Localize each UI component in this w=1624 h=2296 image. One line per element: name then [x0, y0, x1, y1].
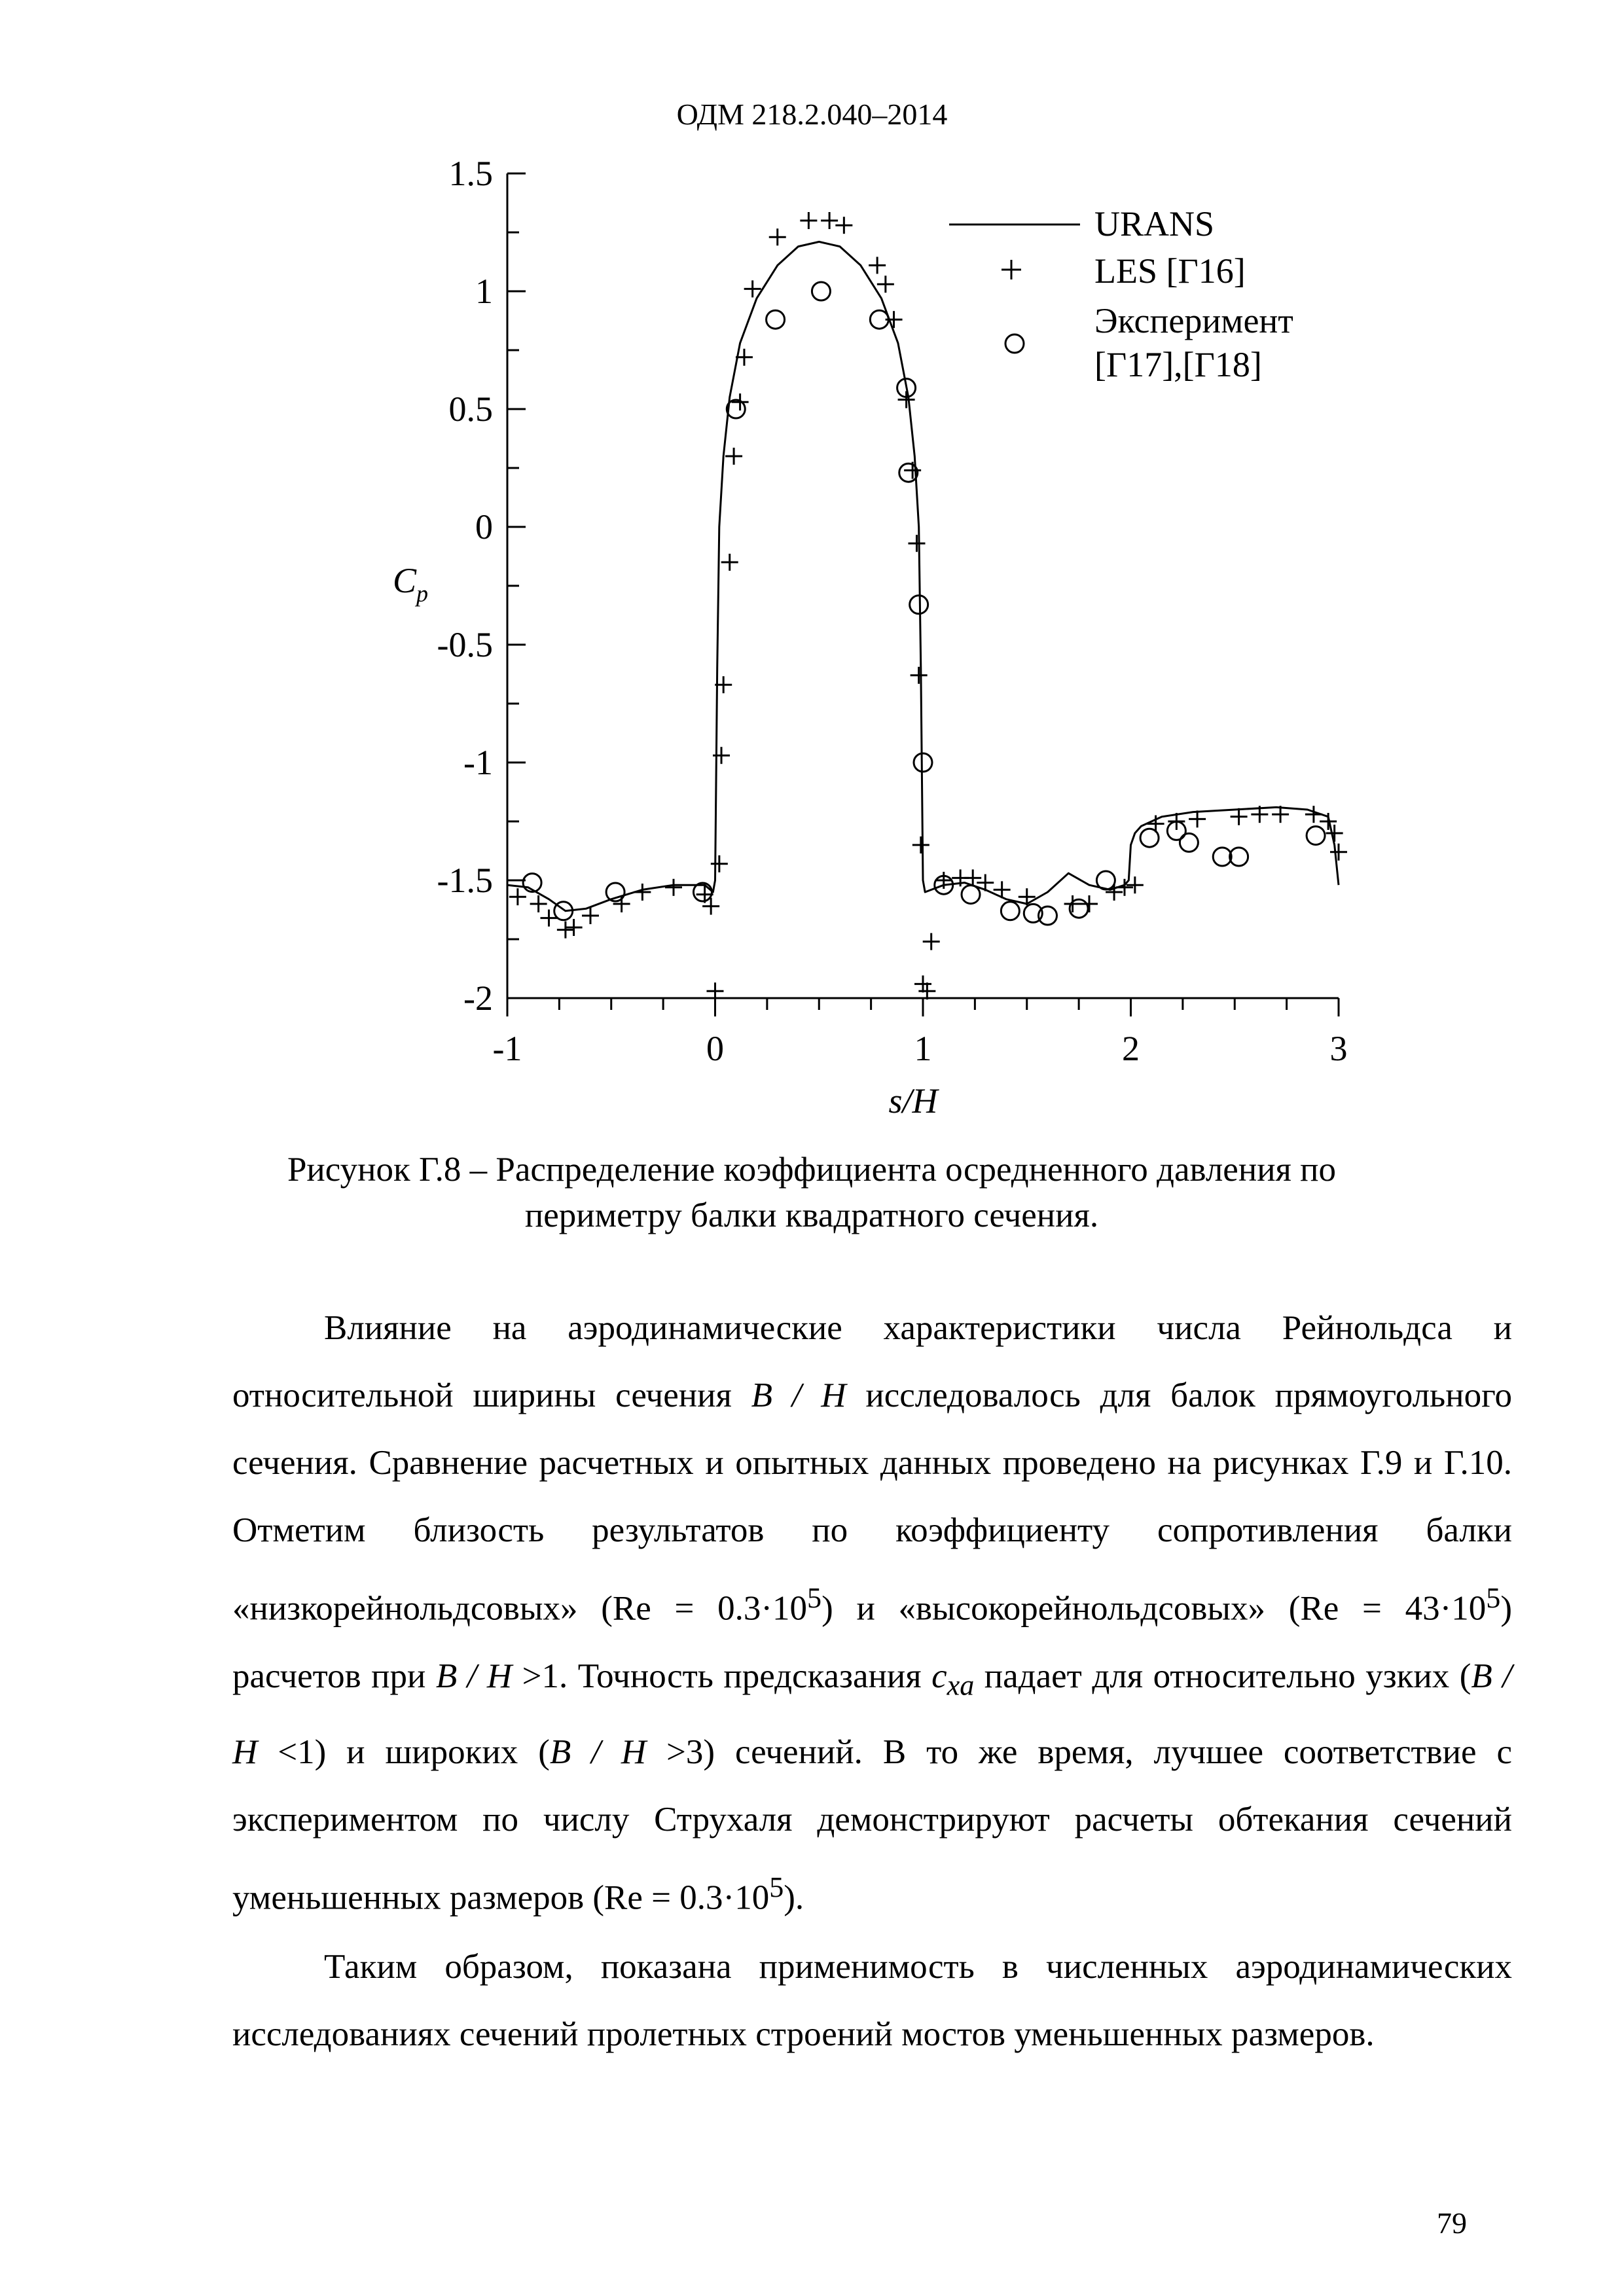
les-point [634, 884, 651, 901]
les-point [1081, 895, 1098, 912]
document-header: ОДМ 218.2.040–2014 [676, 98, 948, 131]
text-segment: >3) сечений. В то же время, лучшее соответствие с экспериментом по числу Струхаля демонстрируют расчеты обтекания сечений уменьшенных размеров ( [232, 1733, 1513, 1917]
les-point [566, 919, 583, 936]
chart-legend [949, 204, 1293, 384]
experiment-point [1213, 848, 1231, 866]
text-segment: ) расчетов при [232, 1589, 1512, 1695]
legend-experiment-marker [1005, 334, 1024, 353]
les-point [869, 257, 886, 274]
caption-line-2: периметру балки квадратного сечения. [524, 1196, 1099, 1234]
les-point [994, 881, 1011, 898]
experiment-point [910, 596, 928, 614]
experiment-point [1096, 871, 1115, 889]
les-point [769, 228, 786, 245]
les-point [800, 212, 817, 229]
experiment-point [962, 886, 980, 904]
x-tick-label: 3 [1329, 1029, 1348, 1068]
paragraph-conclusion: Таким образом, показана применимость в численных аэродинамических исследованиях сечений пролетных строений мостов уменьшенных размеров. [232, 1947, 1512, 2053]
y-tick-label: -2 [463, 978, 493, 1018]
legend-les-marker [1001, 260, 1021, 279]
les-point [1305, 806, 1322, 823]
les-point [923, 933, 940, 950]
formula-bh: B / H [232, 1657, 1512, 1772]
experiment-point [1001, 902, 1019, 920]
formula-bh: B / H [435, 1657, 513, 1695]
subscript: xa [947, 1669, 975, 1702]
legend-urans-label: URANS [1094, 204, 1215, 243]
les-point [509, 888, 526, 905]
experiment-point [767, 310, 785, 329]
experiment-point [812, 282, 830, 300]
les-point [1231, 808, 1248, 825]
x-axis-label: s/H [888, 1081, 938, 1121]
formula-re: Re = 0.3·10 [612, 1589, 807, 1628]
y-tick-label: 0.5 [448, 389, 493, 429]
text-segment: падает для относительно узких ( [974, 1657, 1471, 1695]
les-point [530, 895, 547, 912]
les-point [1116, 879, 1133, 896]
body-text [232, 1295, 1512, 2068]
les-point [877, 276, 894, 293]
exponent: 5 [769, 1871, 784, 1904]
experiment-point [1307, 827, 1325, 845]
legend-experiment-label-2: [Г17],[Г18] [1094, 345, 1262, 384]
les-point [911, 667, 928, 684]
x-tick-label: 1 [914, 1029, 932, 1068]
formula-re: Re = 43·10 [1300, 1589, 1487, 1628]
les-point [557, 922, 574, 939]
text-segment: Влияние на аэродинамические характеристики числа Рейнольдса и относительной ширины сечения [232, 1309, 1512, 1414]
les-point [1064, 895, 1081, 912]
legend-experiment-label-1: Эксперимент [1094, 301, 1293, 340]
experiment-point [1180, 833, 1198, 852]
formula-bh: B / H [549, 1733, 647, 1772]
x-tick-label: 0 [706, 1029, 724, 1068]
les-point [725, 448, 742, 465]
experiment-point [914, 753, 932, 772]
les-point [707, 982, 724, 999]
text-segment: <1) и широких ( [257, 1733, 550, 1772]
text-segment: >1. Точность предсказания [512, 1657, 932, 1695]
x-tick-label: 2 [1122, 1029, 1140, 1068]
les-point [908, 535, 925, 552]
urans-curve [507, 242, 1339, 910]
formula-c: c [931, 1657, 947, 1695]
legend-les-label: LES [Г16] [1094, 251, 1246, 291]
les-point [912, 836, 929, 853]
text-segment: ). [784, 1878, 804, 1917]
y-tick-label: 1.5 [448, 154, 493, 193]
les-point [721, 554, 738, 571]
x-tick-label: -1 [492, 1029, 522, 1068]
y-tick-label: 1 [475, 272, 493, 311]
formula-bh: B / H [751, 1376, 846, 1414]
les-point [914, 975, 931, 992]
exponent: 5 [807, 1582, 822, 1614]
formula-re: Re = 0.3·10 [604, 1878, 770, 1917]
y-tick-label: -1 [463, 743, 493, 782]
les-point [918, 982, 935, 999]
page-number: 79 [1437, 2206, 1467, 2240]
les-point [711, 855, 728, 872]
y-tick-label: -0.5 [437, 625, 493, 664]
y-tick-label: -1.5 [437, 861, 493, 900]
paragraph-reynolds [232, 1295, 1512, 1932]
les-point [665, 879, 682, 896]
experiment-point [1140, 829, 1159, 847]
text-segment: исследовалось для балок прямоугольного сечения. Сравнение расчетных и опытных данных проведено на рисунках Г.9 и Г.10. Отметим близость результатов по коэффициенту сопротивления балки «низкорейнольдсовых» ( [232, 1376, 1513, 1628]
caption-line-1: Рисунок Г.8 – Распределение коэффициента осредненного давления по [287, 1151, 1337, 1189]
y-tick-label: 0 [475, 507, 493, 547]
les-point [835, 217, 852, 234]
les-point [821, 212, 838, 229]
y-axis-label: $C_p$ [393, 561, 429, 607]
figure-caption [196, 1147, 1427, 1238]
experiment-point [1230, 848, 1248, 866]
text-segment: ) и «высокорейнольдсовых» ( [821, 1589, 1301, 1628]
exponent: 5 [1486, 1582, 1501, 1614]
les-point [1330, 844, 1347, 861]
